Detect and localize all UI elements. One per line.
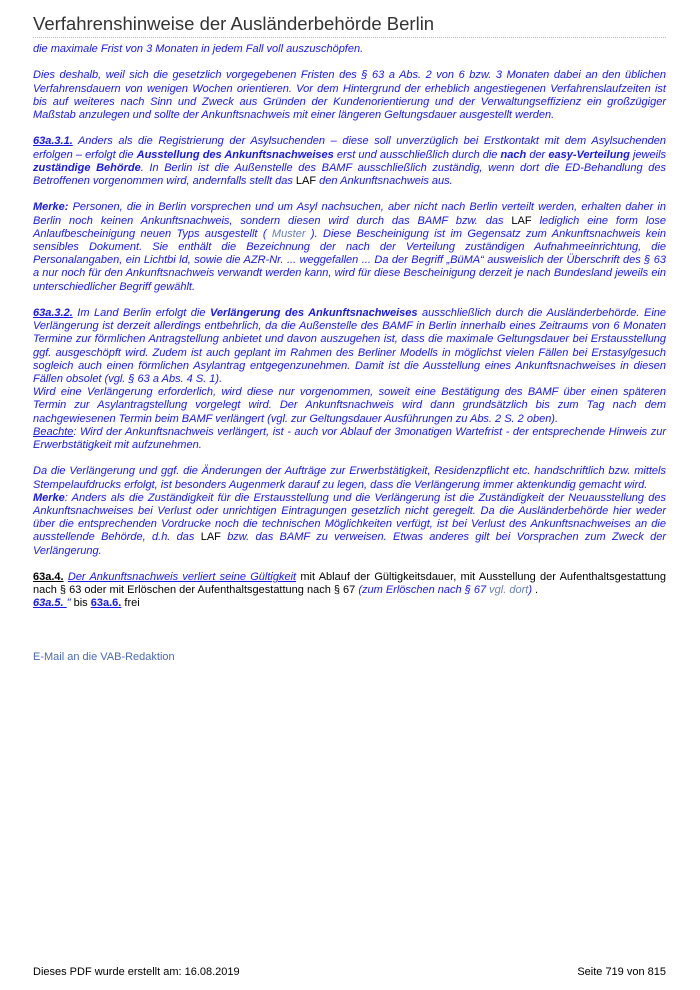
paragraph-merke-1	[33, 201, 666, 293]
text: Anders als die Registrierung der Asylsuchenden – diese soll unverzüglich bei Erstkontakt mit dem Asylsuchenden erfolgen – erfolgt die	[33, 135, 666, 161]
italic-text: Der Ankunftsnachweis verliert seine Gültigkeit	[67, 571, 297, 584]
bold-text: easy-Verteilung	[548, 148, 630, 161]
text: Personen, die in Berlin vorsprechen und um Asyl nachsuchen, aber nicht nach Berlin verteilt werden, erhalten daher in Berlin noch keinen Ankunftsnachweis, sondern diesen wird durch das BAMF bzw. das	[33, 201, 666, 227]
text: : Anders als die Zuständigkeit für die Erstausstellung und die Verlängerung ist die Zuständigkeit der Neuausstellung des Ankunftsnachweises bei Verlust oder unrichtigen Eintragungen gesetzlich nicht geregelt. Da die Ausländerbehörde hier weder über die entsprechenden Vordrucke noch die technischen Möglichkeiten verfügt, ist bei Verlust des Ankunftsnachweises an die ausstellende Behörde, d.h. das	[33, 491, 666, 544]
text: frei	[121, 597, 140, 610]
text: . In Berlin ist die Außenstelle des BAMF ausschließlich zuständig, wenn dort die ED-Behandlung des Betroffenen vorgenommen wird, andernfalls stellt das	[33, 161, 667, 187]
text: ). Diese Bescheinigung ist im Gegensatz zum Ankunftsnachweis kein sensibles Dokument. Sie enthält die Bezeichnung der nach der Verteilung zuständigen Aufnahmeeinrichtung, die Personalangaben, ein Lichtbi ld, sowie die AZR-Nr. ... weggefallen ... Da der Begriff „BüMA“ ausweislich der Überschrift des § 63 a nur noch für den Ankunftsnachweis verwandt werden kann, wird für diese Bescheinigung derzeit je nach Bundesland jeweils ein unterschiedlicher Begriff gewählt.	[33, 227, 666, 293]
text: ausschließlich durch die Ausländerbehörde. Eine Verlängerung ist derzeit allerdings entbehrlich, da die Außenstelle des BAMF in Berlin innerhalb eines Zeitraums von 6 Monaten Termine zur förmlichen Antragstellung anbietet und davon auszugehen ist, dass die maximale Geltungsdauer bei Erstausstellung ggf. ausgeschöpft wird. Zudem ist auch geplant im Rahmen des Berliner Modells in möglichst vielen Fällen bei Erstasylgesuch sogleich auch einen förmlichen Asylantrag entgegenzunehmen. Damit ist die Ausstellung eines Ankunftsnachweises in diesen Fällen obsolet (vgl. § 63 a Abs. 4 S. 1).	[33, 307, 667, 386]
vgl-dort-link[interactable]: vgl. dort	[486, 584, 529, 597]
paragraph-63a-4	[33, 571, 666, 597]
text: den Ankunftsnachweis aus.	[316, 175, 453, 187]
text: erst und ausschließlich durch die	[333, 148, 501, 161]
text: mit Ablauf der Gültigkeitsdauer, mit Ausstellung der Aufenthaltsgestattung nach § 63 oder mit Erlöschen der Aufenthaltsgestattung nach § 67	[33, 571, 666, 597]
text: .	[531, 584, 539, 597]
bold-text: Verlängerung des Ankunftsnachweises	[210, 307, 418, 319]
merke-label: Merke	[33, 491, 65, 504]
laf-abbrev: LAF	[511, 214, 532, 227]
page-title: Verfahrenshinweise der Ausländerbehörde Berlin	[33, 13, 435, 34]
laf-abbrev: LAF	[200, 531, 221, 544]
text: jeweils	[629, 148, 667, 161]
paragraph-63a-5	[33, 597, 666, 610]
section-link-63a-5[interactable]: 63a.5.	[33, 597, 67, 610]
text: lediglich eine form lose Anlaufbescheinigung neuen Typs ausgestellt (	[33, 214, 667, 240]
bold-text: zuständige Behörde	[33, 161, 141, 174]
text: : Wird der Ankunftsnachweis verlängert, ist - auch vor Ablauf der 3monatigen Wartefrist - der entsprechende Hinweis zur Erwerbstätigkeit mit aufzunehmen.	[33, 425, 666, 452]
laf-abbrev: LAF	[295, 175, 317, 187]
bold-text: Ausstellung des Ankunftsnachweises	[136, 148, 334, 161]
paragraph-63a-3-1	[33, 135, 666, 188]
text: Wird eine Verlängerung erforderlich, wird diese nur vorgenommen, soweit eine Bestätigung des BAMF über einen späteren Termin zur Asylantragstellung vorgelegt wird. Der Ankunftsnachweis wird dann grundsätzlich bis zum Tag nach dem nachgewiesenen Termin beim BAMF verlängert (vgl. zur Geltungsdauer Ausführungen zu Abs. 2 S. 2 oben).	[33, 386, 666, 425]
section-link-63a-3-2[interactable]: 63a.3.2.	[33, 307, 73, 319]
italic-text: )	[528, 584, 532, 597]
quote-mark: "	[66, 597, 71, 610]
mail-vab-redaktion-link[interactable]: E-Mail an die VAB-Redaktion	[33, 651, 175, 663]
text: bzw. das BAMF zu verweisen. Etwas anderes gilt bei Vorsprachen zum Zweck der Verlängerung.	[33, 531, 666, 557]
beachte-label: Beachte	[33, 425, 74, 438]
muster-link[interactable]: Muster	[271, 227, 306, 240]
section-link-63a-6[interactable]: 63a.6.	[90, 597, 122, 610]
section-link-63a-4[interactable]: 63a.4.	[33, 571, 64, 584]
text: Im Land Berlin erfolgt die	[72, 307, 210, 319]
paragraph-63a-3-2	[33, 307, 666, 452]
title-divider	[33, 37, 666, 38]
merke-label: Merke:	[33, 201, 69, 214]
document-body	[33, 43, 666, 611]
section-link-63a-3-1[interactable]: 63a.3.1.	[33, 135, 73, 148]
text: Da die Verlängerung und ggf. die Änderungen der Aufträge zur Erwerbstätigkeit, Residenzpflicht etc. handschriftlich bzw. mittels Stempelaufdrucks erfolgt, ist besonders Augenmerk darauf zu legen, dass die Verlängerung immer aktenkundig gemacht wird.	[33, 465, 666, 491]
text: der	[526, 148, 549, 161]
italic-text: (zum Erlöschen nach § 67	[358, 584, 487, 597]
footer-page-number: Seite 719 von 815	[577, 966, 666, 978]
paragraph-verlaengerung	[33, 465, 666, 557]
footer-created-date: Dieses PDF wurde erstellt am: 16.08.2019	[33, 966, 240, 978]
bold-text: nach	[500, 148, 527, 161]
paragraph-1: die maximale Frist von 3 Monaten in jedem Fall voll auszuschöpfen.	[33, 43, 364, 55]
paragraph-2: Dies deshalb, weil sich die gesetzlich vorgegebenen Fristen des § 63 a Abs. 2 von 6 bzw. 3 Monaten dabei an den üblichen Verfahrensdauern von wenigen Wochen orientieren. Vor dem Hintergrund der erheblich angestiegenen Verfahrenslaufzeiten ist bis auf weiteres nach Sinn und Zweck aus Gründen der Kundenorientierung und der Verwaltungseffizienz ein großzügiger Maßstab anzulegen und sollte der Ankunftsnachweis mit einer längeren Geltungsdauer ausgestellt werden.	[33, 69, 666, 121]
text: bis	[70, 597, 91, 610]
